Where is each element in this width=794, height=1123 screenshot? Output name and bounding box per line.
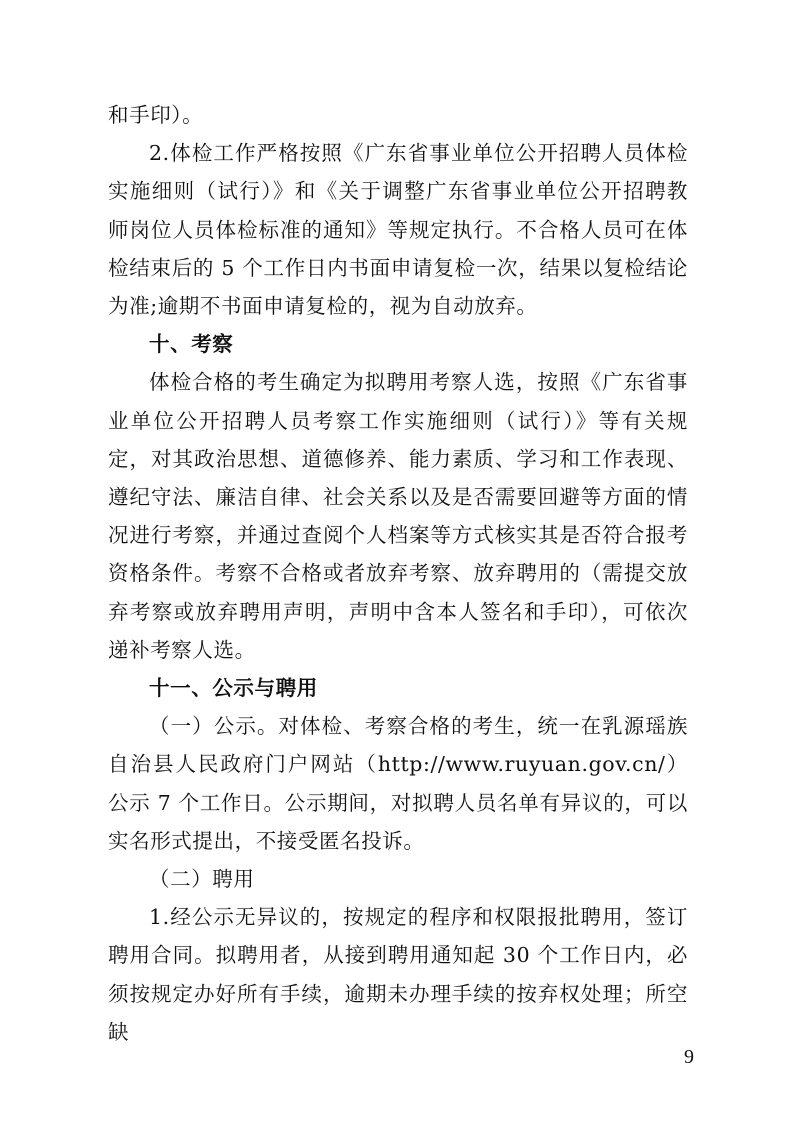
section-heading-publicity-employment: 十一、公示与聘用 — [149, 676, 318, 701]
section-heading-inspection: 十、考察 — [149, 332, 234, 357]
document-body — [108, 96, 688, 1051]
paragraph-employment-subheading: （二）聘用 — [149, 867, 255, 892]
paragraph-continuation: 和手印）。 — [108, 103, 204, 127]
paragraph-inspection: 体检合格的考生确定为拟聘用考察人选，按照《广东省事业单位公开招聘人员考察工作实施细则（试行）》等有关规定，对其政治思想、道德修养、能力素质、学习和工作表现、遵纪守法、廉洁自律、社会关系以及是否需要回避等方面的情况进行考察，并通过查阅个人档案等方式核实其是否符合报考资格条件。考察不合格或者放弃考察、放弃聘用的（需提交放弃考察或放弃聘用声明，声明中含本人签名和手印），可依次递补考察人选。 — [108, 370, 688, 662]
paragraph-employment-procedure: 1.经公示无异议的，按规定的程序和权限报批聘用，签订聘用合同。拟聘用者，从接到聘用通知起 30 个工作日内，必须按规定办好所有手续，逾期未办理手续的按弃权处理；所空缺 — [108, 905, 688, 1044]
paragraph-medical-exam-rules: 2.体检工作严格按照《广东省事业单位公开招聘人员体检实施细则（试行）》和《关于调整广东省事业单位公开招聘教师岗位人员体检标准的通知》等规定执行。不合格人员可在体检结束后的 5 个工作日内书面申请复检一次，结果以复检结论为准;逾期不书面申请复检的，视为自动放弃。 — [108, 141, 688, 319]
paragraph-publicity: （一）公示。对体检、考察合格的考生，统一在乳源瑶族自治县人民政府门户网站（http://www.ruyuan.gov.cn/）公示 7 个工作日。公示期间，对拟聘人员名单有异议的，可以实名形式提出，不接受匿名投诉。 — [108, 714, 688, 853]
page-number: 9 — [684, 1046, 694, 1068]
